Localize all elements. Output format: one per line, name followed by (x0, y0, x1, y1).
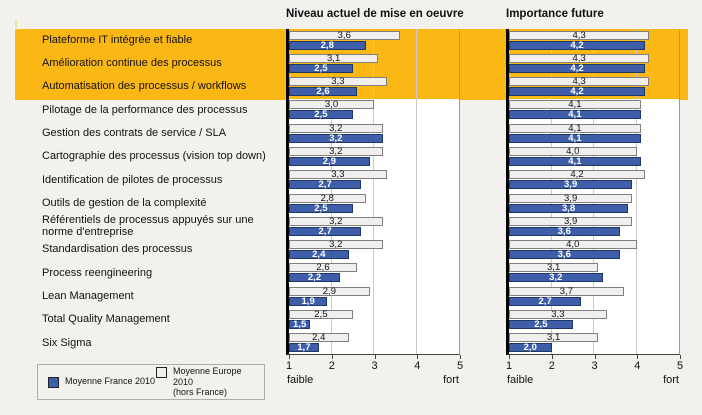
bar-value-label: 1,9 (301, 295, 315, 307)
bar-value-label: 3,2 (329, 132, 343, 144)
europe-bar (509, 333, 598, 342)
france-bar (509, 87, 645, 96)
chart2-title: Importance future (506, 8, 604, 20)
category-label (15, 76, 283, 99)
bar-row (509, 192, 679, 215)
bar-value-label: 3,2 (549, 272, 563, 284)
category-label (15, 122, 283, 145)
bar-row (289, 285, 459, 308)
category-label-text: Six Sigma (42, 336, 92, 349)
europe-bar (289, 124, 383, 133)
europe-bar (509, 217, 632, 226)
bar-value-label: 2,0 (523, 342, 537, 354)
europe-bar (509, 240, 637, 249)
bar-row (509, 52, 679, 75)
bar-value-label: 4,3 (572, 76, 586, 88)
bar-row (509, 285, 679, 308)
france-bar (289, 157, 370, 166)
bar-value-label: 2,7 (318, 179, 332, 191)
bar-value-label: 4,2 (570, 62, 584, 74)
legend-label-line2: (hors France) (172, 387, 227, 398)
bar-value-label: 4,3 (572, 52, 586, 64)
bar-row (509, 145, 679, 168)
bar-value-label: 4,2 (570, 39, 584, 51)
bar-row (509, 169, 679, 192)
legend-label-line1: Moyenne Europe 2010 (172, 366, 242, 387)
france-bar (289, 64, 353, 73)
category-label (15, 52, 283, 75)
bar-value-label: 2,4 (312, 332, 326, 344)
bar-value-label: 2,9 (322, 155, 336, 167)
legend-label: Moyenne France 2010 (65, 376, 156, 386)
bar-value-label: 3,0 (324, 99, 339, 111)
chart2-axis-endpoints (507, 374, 679, 386)
france-bar (509, 41, 645, 50)
bar-row (509, 99, 679, 122)
axis-tick (375, 355, 376, 359)
category-label (15, 192, 283, 215)
bar-value-label: 3,1 (547, 332, 561, 344)
france-bar (289, 134, 383, 143)
france-bar (289, 204, 353, 213)
bar-row (289, 332, 459, 355)
axis-max-label: fort (663, 374, 679, 386)
bar-row (289, 76, 459, 99)
france-bar (509, 343, 552, 352)
france-bar (289, 87, 357, 96)
bar-value-label: 2,5 (314, 202, 328, 214)
category-label-text: Identification de pilotes de processus (42, 173, 223, 186)
axis-tick-label: 4 (634, 360, 641, 372)
bar-value-label: 4,2 (570, 86, 584, 98)
category-label (15, 29, 283, 52)
category-label (15, 332, 283, 355)
axis-tick-label: 3 (591, 360, 598, 372)
chart1-plot-area (286, 29, 460, 355)
category-label (15, 262, 283, 285)
france-bar (289, 273, 340, 282)
category-label-text: Gestion des contrats de service / SLA (42, 127, 227, 140)
axis-tick-label: 1 (285, 360, 293, 372)
france-bar (289, 227, 361, 236)
europe-bar (509, 263, 598, 272)
france-bar (509, 227, 620, 236)
category-label-text: Cartographie des processus (vision top down) (42, 150, 266, 163)
bar-row (289, 262, 459, 285)
category-label (15, 145, 283, 168)
bar-value-label: 2,5 (314, 62, 328, 74)
bar-row (509, 122, 679, 145)
france-bar (289, 180, 361, 189)
bar-value-label: 3,3 (551, 308, 565, 320)
bar-value-label: 3,3 (331, 169, 345, 181)
france-bar (509, 204, 628, 213)
europe-bar (289, 31, 400, 40)
bar-value-label: 3,9 (564, 192, 578, 204)
legend-label (173, 366, 264, 398)
axis-tick (595, 355, 596, 359)
bar-value-label: 3,1 (327, 52, 341, 64)
bar-row (289, 29, 459, 52)
bar-row (289, 215, 459, 238)
bar-value-label: 3,8 (561, 202, 576, 214)
france-bar (509, 157, 641, 166)
bar-row (289, 52, 459, 75)
europe-bar (289, 333, 349, 342)
bar-value-label: 4,0 (566, 145, 580, 157)
axis-tick-label: 3 (371, 360, 378, 372)
bar-value-label: 3,9 (564, 215, 578, 227)
category-label-text: Plateforme IT intégrée et fiable (42, 33, 193, 46)
bar-value-label: 2,5 (314, 109, 328, 121)
bar-value-label: 1,7 (297, 342, 311, 354)
europe-bar (509, 77, 649, 86)
france-bar (289, 41, 366, 50)
axis-tick (509, 355, 510, 359)
france-bar (509, 273, 603, 282)
bar-row (289, 308, 459, 331)
category-label-column (15, 29, 283, 355)
france-swatch-icon (48, 377, 59, 388)
bar-row (509, 215, 679, 238)
europe-swatch-icon (156, 367, 167, 378)
france-bar (509, 64, 645, 73)
category-label (15, 99, 283, 122)
bar-value-label: 3,2 (329, 239, 343, 251)
bar-row (509, 308, 679, 331)
bar-value-label: 3,6 (337, 29, 351, 41)
chart1-title: Niveau actuel de mise en oeuvre (286, 8, 464, 20)
europe-bar (289, 170, 387, 179)
europe-bar (289, 287, 370, 296)
europe-bar (509, 54, 649, 63)
france-bar (289, 343, 319, 352)
legend-item-europe (156, 366, 264, 398)
axis-tick (637, 355, 638, 359)
category-label (15, 215, 283, 238)
bar-value-label: 4,1 (568, 99, 582, 111)
category-label-text: Automatisation des processus / workflows (42, 80, 247, 93)
europe-bar (289, 54, 378, 63)
bar-row (509, 29, 679, 52)
category-label (15, 239, 283, 262)
category-label-text: Lean Management (42, 290, 134, 303)
axis-tick (289, 355, 290, 359)
bar-row (289, 99, 459, 122)
europe-bar (289, 147, 383, 156)
europe-bar (509, 124, 641, 133)
europe-bar (289, 263, 357, 272)
bar-row (509, 76, 679, 99)
bar-value-label: 3,6 (557, 249, 571, 261)
bar-value-label: 3,1 (547, 262, 561, 274)
axis-tick-label: 4 (414, 360, 421, 372)
bar-value-label: 4,2 (570, 169, 584, 181)
axis-tick (680, 355, 681, 359)
bar-value-label: 2,4 (312, 249, 326, 261)
europe-bar (289, 217, 383, 226)
axis-tick-label: 5 (456, 360, 464, 372)
axis-tick-label: 5 (676, 360, 684, 372)
category-label-text: Standardisation des processus (42, 243, 193, 256)
bar-value-label: 2,7 (538, 295, 552, 307)
axis-tick (460, 355, 461, 359)
axis-tick-label: 2 (328, 360, 335, 372)
europe-bar (289, 100, 374, 109)
europe-bar (289, 77, 387, 86)
bar-value-label: 4,1 (568, 109, 582, 121)
france-bar (289, 297, 327, 306)
bar-value-label: 3,3 (331, 76, 345, 88)
axis-max-label: fort (443, 374, 459, 386)
bar-value-label: 2,6 (316, 262, 330, 274)
chart2-plot-area (506, 29, 680, 355)
axis-tick (332, 355, 333, 359)
bar-value-label: 3,9 (564, 179, 578, 191)
bar-value-label: 3,7 (559, 285, 573, 297)
europe-bar (289, 310, 353, 319)
bar-value-label: 2,8 (320, 192, 334, 204)
bar-row (289, 239, 459, 262)
category-label-text: Total Quality Management (42, 313, 170, 326)
bar-row (289, 169, 459, 192)
europe-bar (509, 310, 607, 319)
legend (37, 364, 265, 400)
europe-bar (289, 194, 366, 203)
bar-value-label: 3,6 (557, 225, 571, 237)
france-bar (509, 320, 573, 329)
europe-bar (509, 100, 641, 109)
bar-value-label: 4,1 (568, 122, 582, 134)
france-bar (509, 297, 581, 306)
bar-row (289, 122, 459, 145)
axis-tick-label: 1 (505, 360, 513, 372)
europe-bar (509, 31, 649, 40)
category-label-text: Amélioration continue des processus (42, 57, 222, 70)
bar-value-label: 4,1 (568, 155, 582, 167)
legend-item-france (48, 376, 156, 388)
bar-value-label: 2,6 (316, 86, 330, 98)
europe-bar (509, 194, 632, 203)
france-bar (509, 180, 632, 189)
france-bar (289, 250, 349, 259)
bar-value-label: 3,2 (329, 122, 343, 134)
category-label-text: Outils de gestion de la complexité (42, 196, 207, 209)
category-label (15, 285, 283, 308)
bar-value-label: 4,1 (568, 132, 582, 144)
category-label (15, 169, 283, 192)
axis-tick (417, 355, 418, 359)
chart1-axis-endpoints (287, 374, 459, 386)
europe-bar (289, 240, 383, 249)
bar-value-label: 2,7 (318, 225, 332, 237)
bar-value-label: 3,2 (329, 145, 343, 157)
france-bar (509, 134, 641, 143)
france-bar (509, 110, 641, 119)
bar-value-label: 2,2 (307, 272, 322, 284)
europe-bar (509, 147, 637, 156)
bar-value-label: 2,8 (320, 39, 334, 51)
france-bar (509, 250, 620, 259)
bar-value-label: 3,2 (329, 215, 343, 227)
category-label-text: Pilotage de la performance des processus (42, 103, 248, 116)
axis-min-label: faible (507, 374, 534, 386)
axis-tick-label: 2 (548, 360, 555, 372)
bar-row (289, 145, 459, 168)
bar-value-label: 2,5 (314, 308, 328, 320)
bar-value-label: 4,3 (572, 29, 586, 41)
bar-value-label: 4,0 (566, 239, 580, 251)
bar-value-label: 2,5 (534, 318, 548, 330)
europe-bar (509, 287, 624, 296)
bar-value-label: 1,5 (293, 318, 307, 330)
axis-min-label: faible (287, 374, 314, 386)
bar-row (509, 332, 679, 355)
category-label-text: Référentiels de processus appuyés sur une norme d'entreprise (42, 214, 254, 238)
bar-row (289, 192, 459, 215)
bar-row (509, 239, 679, 262)
category-label (15, 308, 283, 331)
bar-row (509, 262, 679, 285)
europe-bar (509, 170, 645, 179)
france-bar (289, 110, 353, 119)
category-label-text: Process reengineering (42, 266, 153, 279)
bar-value-label: 2,9 (322, 285, 336, 297)
axis-tick (552, 355, 553, 359)
france-bar (289, 320, 310, 329)
